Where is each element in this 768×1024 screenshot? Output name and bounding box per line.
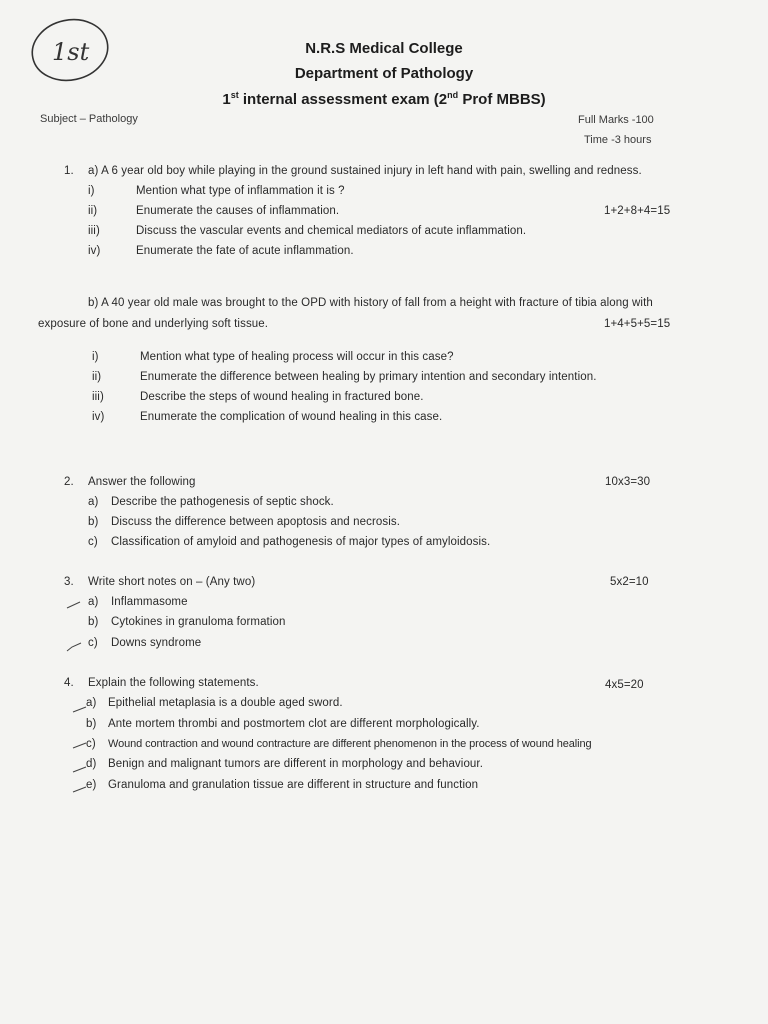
- exam-title-sup1: st: [230, 90, 239, 100]
- q2-item-text: Describe the pathogenesis of septic shock.: [111, 496, 334, 508]
- q1b-item-text: Describe the steps of wound healing in fractured bone.: [140, 391, 424, 403]
- q2-item-number: b): [88, 516, 99, 528]
- question-1b-line2: exposure of bone and underlying soft tissue.: [38, 318, 269, 330]
- q3-item-text: Cytokines in granuloma formation: [111, 616, 286, 628]
- q1a-item-number: iv): [88, 245, 101, 257]
- q1b-marks: 1+4+5+5=15: [604, 318, 671, 330]
- q1a-item-number: iii): [88, 225, 100, 237]
- q2-item-number: c): [88, 536, 98, 548]
- q1a-item-text: Discuss the vascular events and chemical mediators of acute inflammation.: [136, 225, 527, 237]
- q1a-item-text: Mention what type of inflammation it is ?: [136, 185, 345, 197]
- exam-title: [0, 90, 768, 108]
- q1b-item-number: i): [92, 351, 99, 363]
- q4-item-text: Ante mortem thrombi and postmortem clot are different morphologically.: [108, 718, 480, 730]
- exam-title-mid: internal assessment exam (2: [238, 91, 448, 108]
- q4-item-text: Granuloma and granulation tissue are different in structure and function: [108, 779, 479, 791]
- exam-title-suffix: Prof MBBS): [458, 91, 546, 108]
- q3-item-number: a): [88, 596, 99, 608]
- q3-item-text: Downs syndrome: [111, 637, 202, 649]
- q4-item-number: c): [86, 738, 96, 750]
- exam-title-prefix: 1: [222, 91, 231, 108]
- subject-label: Subject – Pathology: [40, 113, 138, 125]
- question-2-title: Answer the following: [88, 476, 196, 488]
- question-4-title: Explain the following statements.: [88, 677, 259, 689]
- college-name: N.R.S Medical College: [305, 40, 463, 57]
- q3-item-number: b): [88, 616, 99, 628]
- question-2-number: 2.: [64, 476, 74, 488]
- q1b-item-number: iv): [92, 411, 105, 423]
- question-1b-line1: b) A 40 year old male was brought to the OPD with history of fall from a height with fracture of tibia along with: [88, 297, 653, 309]
- question-3-title: Write short notes on – (Any two): [88, 576, 256, 588]
- stamp-text: 1st: [52, 38, 90, 66]
- q1a-item-number: ii): [88, 205, 98, 217]
- exam-time: Time -3 hours: [584, 134, 652, 146]
- q4-marks: 4x5=20: [605, 679, 644, 691]
- q4-item-number: a): [86, 697, 97, 709]
- question-3-number: 3.: [64, 576, 74, 588]
- q3-marks: 5x2=10: [610, 576, 649, 588]
- q3-item-number: c): [88, 637, 98, 649]
- q1b-item-number: iii): [92, 391, 104, 403]
- q1a-item-text: Enumerate the fate of acute inflammation.: [136, 245, 354, 257]
- question-4-number: 4.: [64, 677, 74, 689]
- q1b-item-text: Enumerate the complication of wound healing in this case.: [140, 411, 443, 423]
- q4-item-number: e): [86, 779, 97, 791]
- q3-item-text: Inflammasome: [111, 596, 188, 608]
- q1a-marks: 1+2+8+4=15: [604, 205, 671, 217]
- q1b-item-text: Mention what type of healing process will occur in this case?: [140, 351, 454, 363]
- q4-item-number: d): [86, 758, 97, 770]
- q4-item-number: b): [86, 718, 97, 730]
- q4-item-text: Epithelial metaplasia is a double aged sword.: [108, 697, 343, 709]
- question-1-number: 1.: [64, 165, 74, 177]
- department-name: Department of Pathology: [294, 65, 474, 82]
- q1b-item-text: Enumerate the difference between healing by primary intention and secondary intention.: [140, 371, 597, 383]
- q2-item-text: Classification of amyloid and pathogenesis of major types of amyloidosis.: [111, 536, 491, 548]
- full-marks: Full Marks -100: [578, 114, 654, 126]
- question-1a-text: a) A 6 year old boy while playing in the ground sustained injury in left hand with pain, swelling and redness.: [88, 165, 642, 177]
- q1a-item-number: i): [88, 185, 95, 197]
- check-mark-icon: [66, 600, 82, 610]
- q4-item-text: Benign and malignant tumors are different in morphology and behaviour.: [108, 758, 484, 770]
- q4-item-text: Wound contraction and wound contracture are different phenomenon in the process of wound healing: [108, 738, 592, 750]
- exam-title-sup2: nd: [447, 90, 459, 100]
- check-mark-icon: [66, 642, 82, 652]
- q2-item-text: Discuss the difference between apoptosis and necrosis.: [111, 516, 401, 528]
- q1a-item-text: Enumerate the causes of inflammation.: [136, 205, 340, 217]
- q1b-item-number: ii): [92, 371, 102, 383]
- q2-item-number: a): [88, 496, 99, 508]
- q2-marks: 10x3=30: [605, 476, 651, 488]
